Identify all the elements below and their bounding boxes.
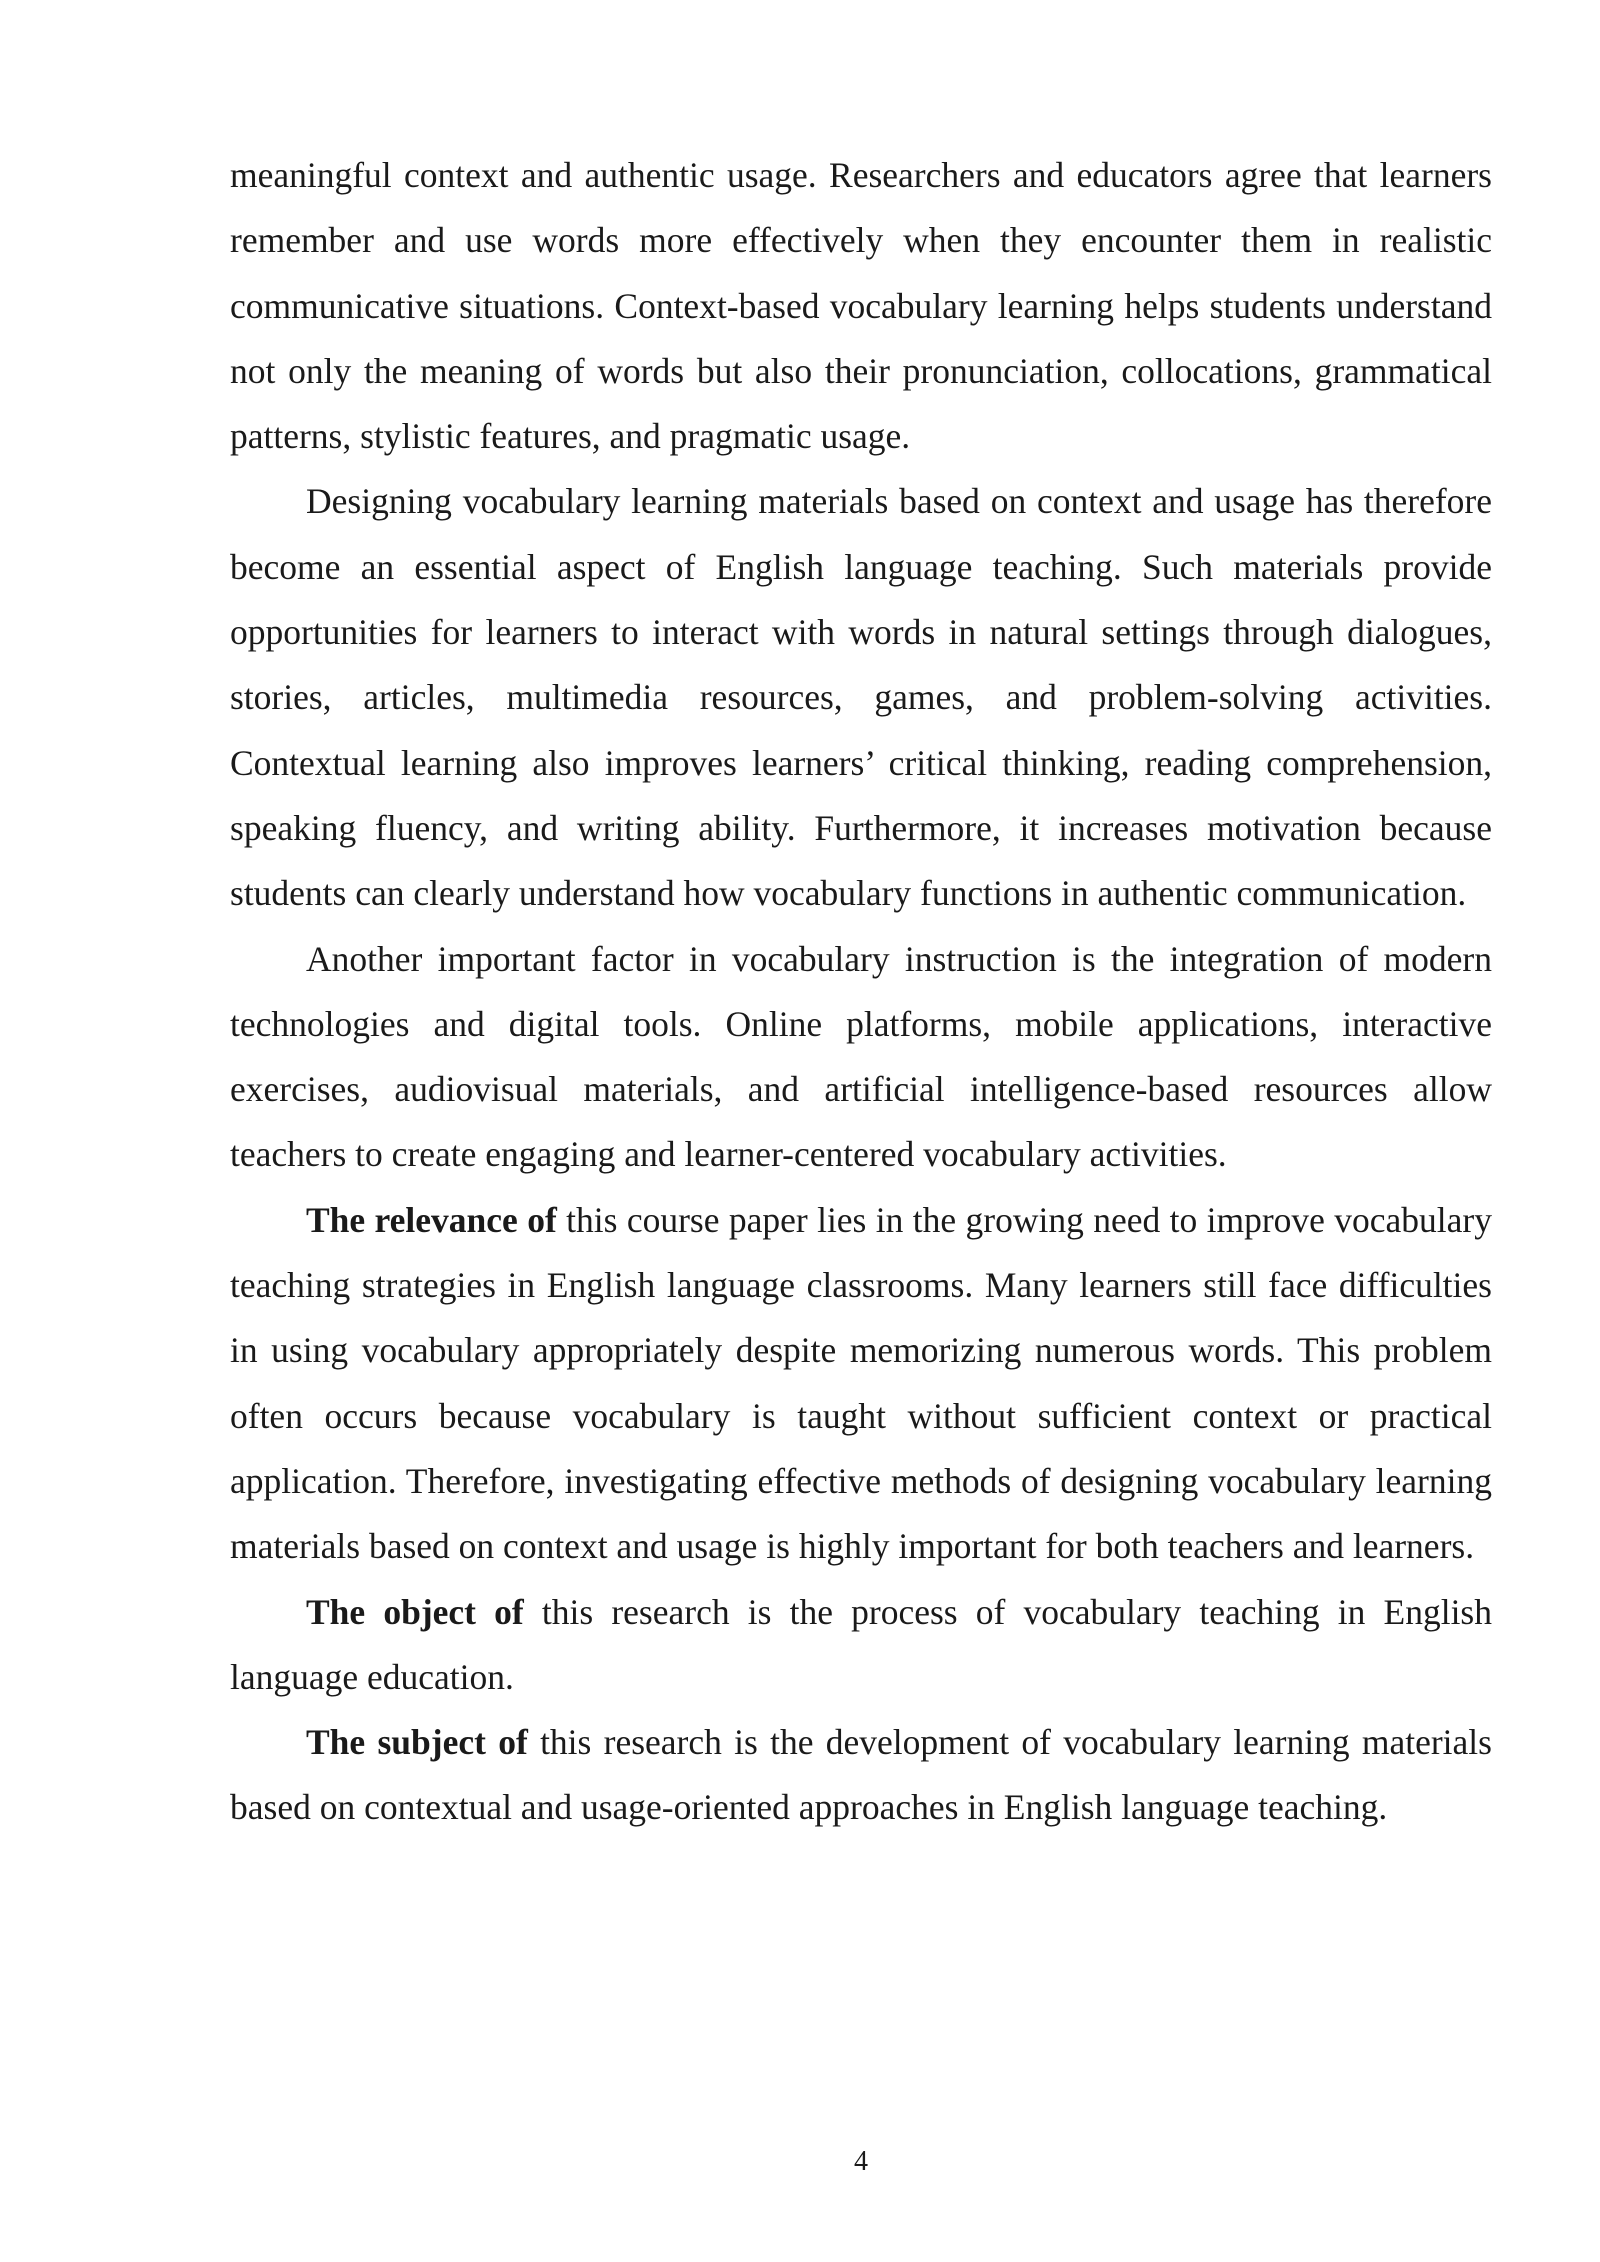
paragraph-text: meaningful context and authentic usage. Researchers and educators agree that learners remember and use words more effectively when they encounter them in realistic communicative situations. Context-based vocabulary learning helps students understand not only the meaning of words but also their pronunciation, collocations, grammatical patterns, stylistic features, and pragmatic usage. bbox=[230, 155, 1492, 457]
paragraph-text: Designing vocabulary learning materials based on context and usage has therefore become an essential aspect of English language teaching. Such materials provide opportunities for learners to interact with words in natural settings through dialogues, stories, articles, multimedia resources, games, and problem-solving activities. Contextual learning also improves learners’ critical thinking, reading comprehension, speaking fluency, and writing ability. Furthermore, it increases motivation because students can clearly understand how vocabulary functions in authentic communication. bbox=[230, 481, 1492, 914]
paragraph-object bbox=[230, 1580, 1492, 1711]
page-body bbox=[230, 143, 1492, 1841]
paragraph-text: this research is the development of vocabulary learning materials based on contextual and usage-oriented approaches in English language teaching. bbox=[230, 1722, 1492, 1828]
page-number: 4 bbox=[854, 2146, 868, 2177]
paragraph-lead-bold: The object of bbox=[306, 1591, 524, 1632]
paragraph-text: Another important factor in vocabulary instruction is the integration of modern technologies and digital tools. Online platforms, mobile applications, interactive exercises, audiovisual materials, and artificial intelligence-based resources allow teachers to create engaging and learner-centered vocabulary activities. bbox=[230, 938, 1492, 1175]
paragraph-subject bbox=[230, 1710, 1492, 1841]
paragraph-designing-materials bbox=[230, 469, 1492, 926]
paragraph-lead-bold: The relevance of bbox=[306, 1199, 557, 1240]
paragraph-lead-bold: The subject of bbox=[306, 1722, 528, 1763]
paragraph-technologies bbox=[230, 927, 1492, 1188]
paragraph-relevance bbox=[230, 1188, 1492, 1580]
paragraph-text: this course paper lies in the growing need to improve vocabulary teaching strategies in English language classrooms. Many learners still face difficulties in using vocabulary appropriately despite memorizing numerous words. This problem often occurs because vocabulary is taught without sufficient context or practical application. Therefore, investigating effective methods of designing vocabulary learning materials based on context and usage is highly important for both teachers and learners. bbox=[230, 1199, 1492, 1567]
paragraph-text: this research is the process of vocabulary teaching in English language education. bbox=[230, 1591, 1492, 1697]
paragraph-context-intro bbox=[230, 143, 1492, 469]
